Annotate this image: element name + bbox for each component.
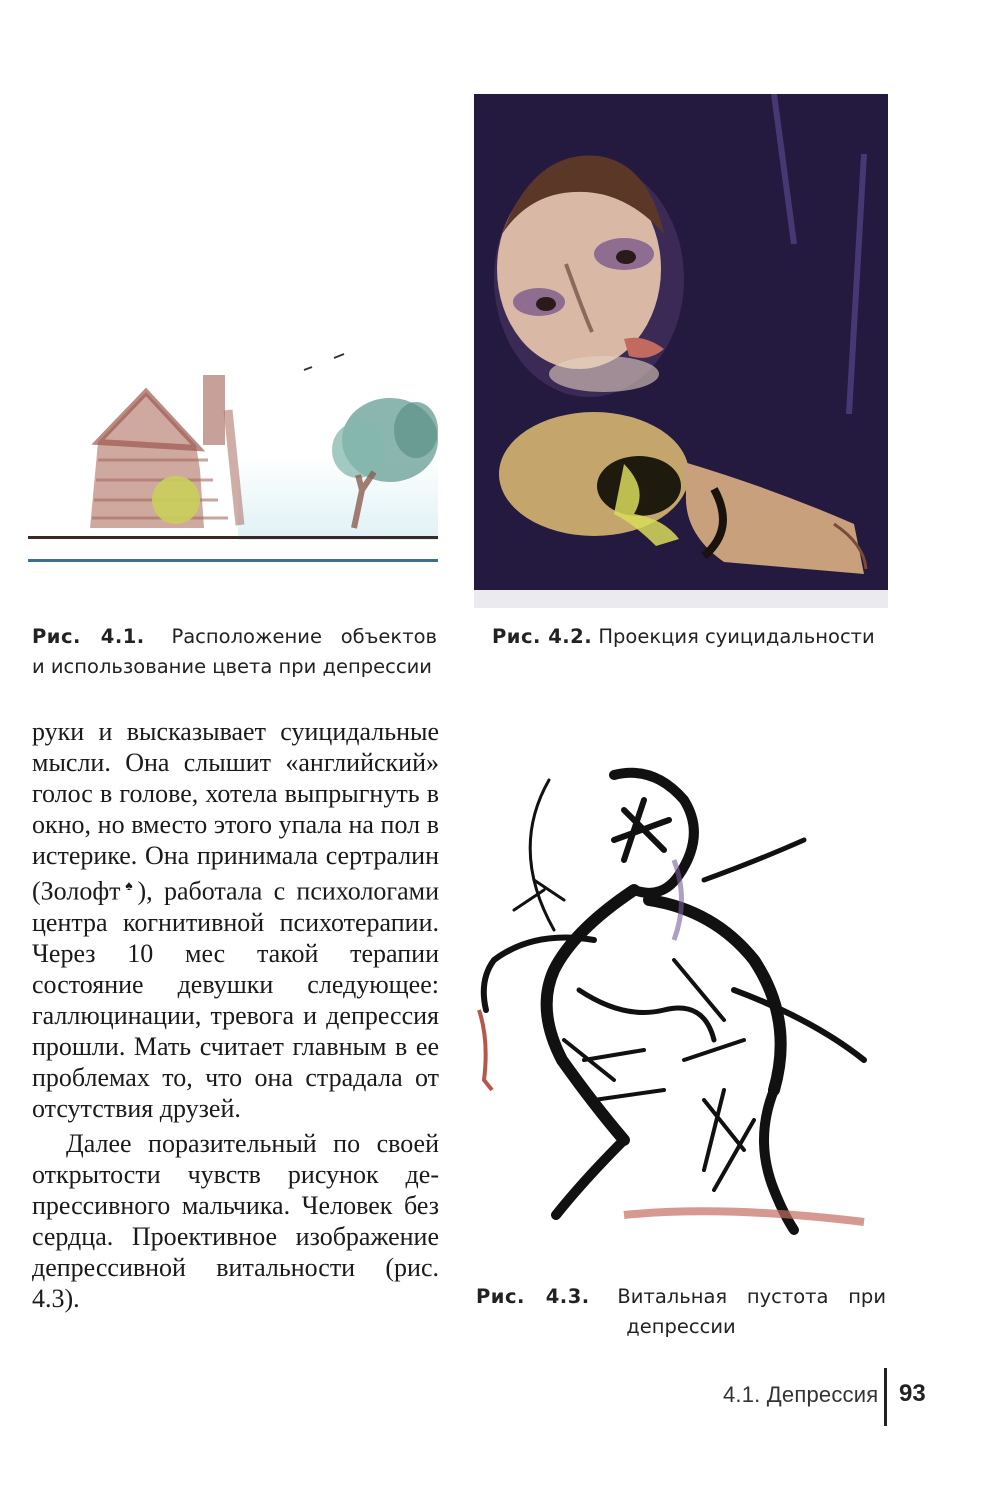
figure-4-1-caption [32,622,437,682]
caption-text: Проекция суицидальности [598,625,875,648]
figure-house-tree-drawing [28,350,440,570]
footer-divider [884,1368,887,1426]
running-footer-section: 4.1. Депрессия [723,1382,879,1407]
figure-label: Рис. 4.3. [476,1285,590,1308]
paragraph: Далее поразительный по своей открытости чувств рисунок депрессивного мальчика. Человек без сердца. Проективное изображение депрессивной витальности (рис. 4.3). [32,1128,439,1313]
figure-label: Рис. 4.2. [492,625,593,648]
caption-text: депрессии [626,1315,736,1338]
page-number: 93 [899,1380,926,1407]
caption-text: и использование цвета при депрессии [32,655,432,678]
caption-text: Расположение объектов [171,625,437,648]
paragraph-text: руки и высказывает суицидальные мысли. Она слышит «английский» голос в голове, хотела выпрыгнуть в окно, но вместо этого упала на пол в истерике. Она принимала сертралин (Золофт [32,717,439,906]
figure-4-3-caption [476,1282,886,1342]
paragraph-text: ), работала с психологами центра когнитивной психотерапии. Через 10 мес такой терапии состояние девушки следующее: галлюцинации, тревога и депрессия прошли. Мать считает главным в ее проблемах то, что она страдала от отсутствия друзей. [32,876,439,1123]
figure-ink-figure-drawing [474,760,888,1240]
figure-label: Рис. 4.1. [32,625,145,648]
body-text [32,716,439,1314]
caption-text: Витальная пустота при [617,1285,886,1308]
paragraph [32,716,439,1124]
figure-4-2-caption [492,622,892,652]
trademark-icon: ♠ [120,879,138,894]
figure-face-skull-painting [474,94,888,608]
